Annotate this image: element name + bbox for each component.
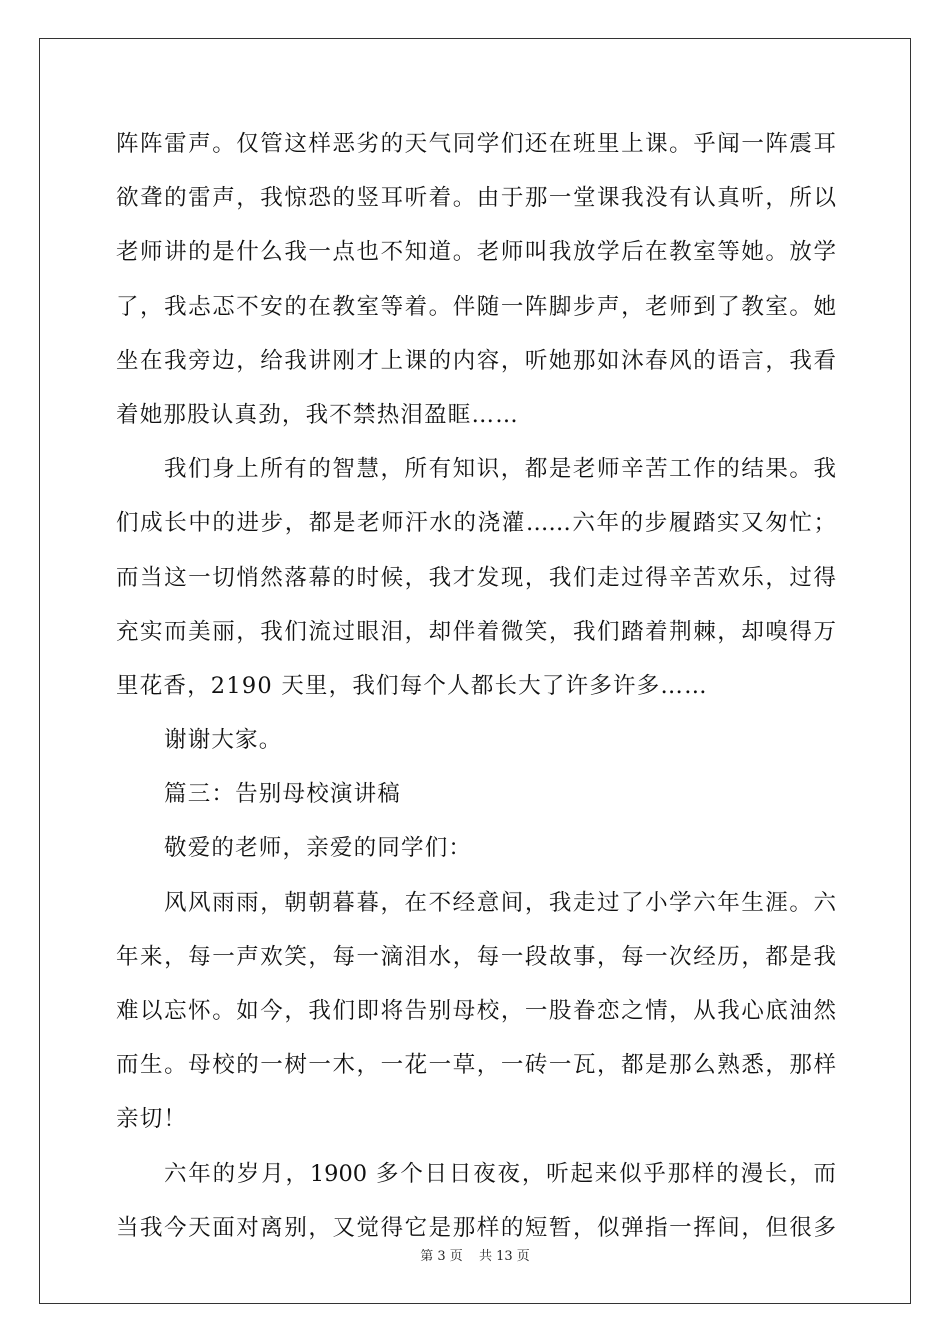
text-line: 当我今天面对离别，又觉得它是那样的短暂，似弹指一挥间，但很多 <box>116 1214 836 1241</box>
text-line: 着她那股认真劲，我不禁热泪盈眶…… <box>116 401 519 428</box>
page-total: 共 13 页 <box>478 1249 530 1264</box>
text-line: 了，我忐忑不安的在教室等着。伴随一阵脚步声，老师到了教室。她 <box>116 293 836 320</box>
text-line: 年来，每一声欢笑，每一滴泪水，每一段故事，每一次经历，都是我 <box>116 943 836 970</box>
text-line: 篇三：告别母校演讲稿 <box>164 781 402 808</box>
text-line: 阵阵雷声。仅管这样恶劣的天气同学们还在班里上课。乎闻一阵震耳 <box>116 131 836 157</box>
text-line: 风风雨雨，朝朝暮暮，在不经意间，我走过了小学六年生涯。六 <box>164 889 836 916</box>
text-line: 充实而美丽，我们流过眼泪，却伴着微笑，我们踏着荆棘，却嗅得万 <box>116 618 836 645</box>
text-line: 坐在我旁边，给我讲刚才上课的内容，听她那如沐春风的语言，我看 <box>116 347 836 374</box>
text-line: 而生。母校的一树一木，一花一草，一砖一瓦，都是那么熟悉，那样 <box>116 1052 836 1079</box>
text-line: 而当这一切悄然落幕的时候，我才发现，我们走过得辛苦欢乐，过得 <box>116 564 836 591</box>
text-line: 难以忘怀。如今，我们即将告别母校，一股眷恋之情，从我心底油然 <box>116 998 836 1024</box>
text-line: 老师讲的是什么我一点也不知道。老师叫我放学后在教室等她。放学 <box>116 239 836 266</box>
text-line: 欲聋的雷声，我惊恐的竖耳听着。由于那一堂课我没有认真听，所以 <box>116 185 836 212</box>
document-body <box>116 126 836 1264</box>
text-line: 敬爱的老师，亲爱的同学们： <box>164 835 473 862</box>
page-number: 第 3 页 <box>420 1249 463 1264</box>
text-line: 们成长中的进步，都是老师汗水的浇灌……六年的步履踏实又匆忙； <box>116 510 836 537</box>
text-line: 里花香，2190 天里，我们每个人都长大了许多许多…… <box>116 672 708 699</box>
text-line: 亲切！ <box>116 1106 188 1133</box>
text-line: 六年的岁月，1900 多个日日夜夜，听起来似乎那样的漫长，而 <box>164 1160 836 1187</box>
page-footer <box>0 1245 950 1264</box>
text-line: 谢谢大家。 <box>164 727 283 754</box>
text-line: 我们身上所有的智慧，所有知识，都是老师辛苦工作的结果。我 <box>164 456 836 483</box>
